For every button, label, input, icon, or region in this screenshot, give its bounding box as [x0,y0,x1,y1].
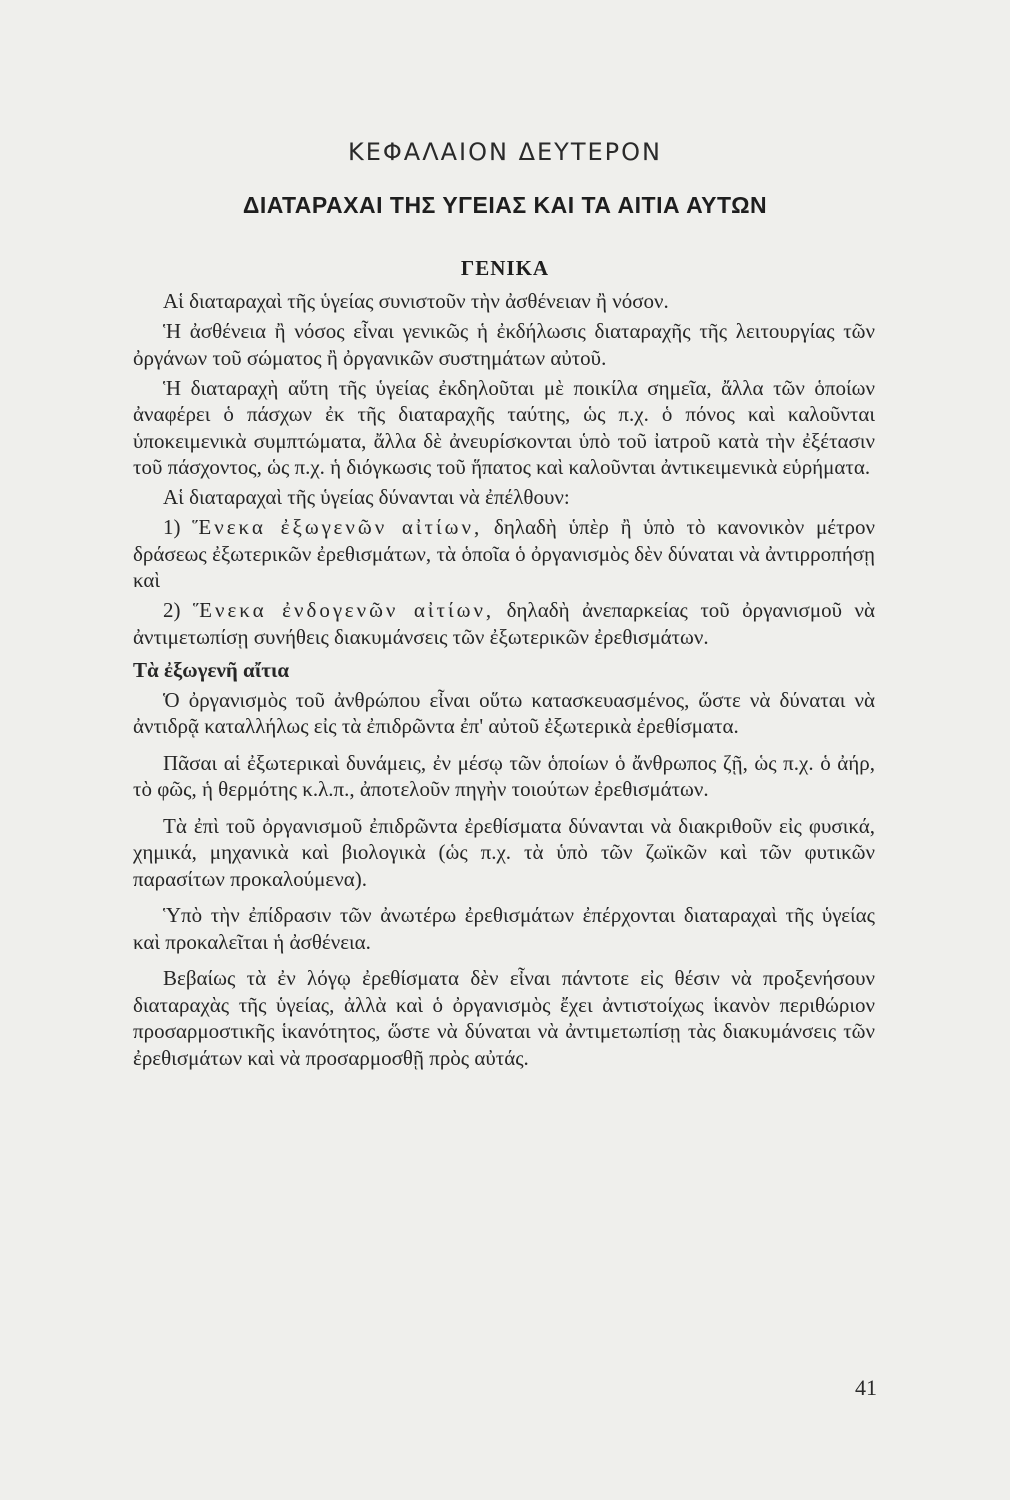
list-item-2-term: Ἕνεκα ἐνδογενῶν αἰτίων, [192,598,495,622]
paragraph-8: Πᾶσαι αἱ ἐξωτερικαὶ δυνάμεις, ἐν μέσῳ τῶν ὁποίων ὁ ἄνθρωπος ζῇ, ὡς π.χ. ὁ ἀήρ, τὸ φῶς, ἡ θερμότης κ.λ.π., ἀποτελοῦν πηγὴν τοιούτων ἐρεθισμάτων. [133,750,875,801]
list-item-2-text: δηλαδὴ ἀνεπαρκείας τοῦ ὀργανισμοῦ νὰ ἀντιμετωπίσῃ συνήθεις διακυμάνσεις τῶν ἐξωτερικῶν ἐρεθισμάτων. [133,598,875,649]
body-text [133,288,875,1075]
paragraph-9: Τὰ ἐπὶ τοῦ ὀργανισμοῦ ἐπιδρῶντα ἐρεθίσματα δύνανται νὰ διακριθοῦν εἰς φυσικά, χημικά, μηχανικὰ καὶ βιολογικὰ (ὡς π.χ. τὰ ὑπὸ τῶν ζωϊκῶν καὶ τῶν φυτικῶν παρασίτων προκαλούμενα). [133,813,875,891]
paragraph-4: Αἱ διαταραχαὶ τῆς ὑγείας δύνανται νὰ ἐπέλθουν: [163,485,570,509]
paragraph-11: Βεβαίως τὰ ἐν λόγῳ ἐρεθίσματα δὲν εἶναι πάντοτε εἰς θέσιν νὰ προξενήσουν διαταραχὰς τῆς ὑγείας, ἀλλὰ καὶ ὁ ὀργανισμὸς ἔχει ἀντιστοίχως ἱκανὸν περιθώριον προσαρμοστικῆς ἱκανότητος, ὥστε νὰ δύναται νὰ ἀντιμετωπίσῃ τὰς διακυμάνσεις τῶν ἐρεθισμάτων καὶ νὰ προσαρμοσθῇ πρὸς αὐτάς. [133,966,875,1070]
page-number: 41 [855,1375,877,1400]
paragraph-10: Ὑπὸ τὴν ἐπίδρασιν τῶν ἀνωτέρω ἐρεθισμάτων ἐπέρχονται διαταραχαὶ τῆς ὑγείας καὶ προκαλεῖται ἡ ἀσθένεια. [133,903,875,954]
paragraph-7: Ὁ ὀργανισμὸς τοῦ ἀνθρώπου εἶναι οὕτω κατασκευασμένος, ὥστε νὰ δύναται νὰ ἀντιδρᾷ καταλλήλως εἰς τὰ ἐπιδρῶντα ἐπ' αὐτοῦ ἐξωτερικὰ ἐρεθίσματα. [133,687,875,738]
list-item-1-number: 1) [163,515,193,539]
paragraph-1: Αἱ διαταραχαὶ τῆς ὑγείας συνιστοῦν τὴν ἀσθένειαν ἢ νόσον. [163,289,669,313]
list-item-1 [133,514,875,594]
chapter-label: ΚΕΦΑΛΑΙΟΝ ΔΕΥΤΕΡΟΝ [348,138,662,166]
list-item-1-term: Ἕνεκα ἐξωγενῶν αἰτίων, [192,515,483,539]
paragraph-3: Ἡ διαταραχὴ αὕτη τῆς ὑγείας ἐκδηλοῦται μὲ ποικίλα σημεῖα, ἄλλα τῶν ὁποίων ἀναφέρει ὁ πάσχων ἐκ τῆς διαταραχῆς ταύτης, ὡς π.χ. ὁ πόνος καὶ καλοῦνται ὑποκειμενικὰ συμπτώματα, ἄλλα δὲ ἀνευρίσκονται ὑπὸ τοῦ ἰατροῦ κατὰ τὴν ἐξέτασιν τοῦ πάσχοντος, ὡς π.χ. ἡ διόγκωσις τοῦ ἥπατος καὶ καλοῦνται ἀντικειμενικὰ εὑρήματα. [133,375,875,479]
list-item-2 [133,597,875,650]
section-heading: Τὰ ἐξωγενῆ αἴτια [133,658,290,682]
chapter-title: ΔΙΑΤΑΡΑΧΑΙ ΤΗΣ ΥΓΕΙΑΣ ΚΑΙ ΤΑ ΑΙΤΙΑ ΑΥΤΩΝ [242,192,768,218]
section-subtitle: ΓΕΝΙΚΑ [460,256,550,280]
list-item-2-number: 2) [163,598,193,622]
paragraph-2: Ἡ ἀσθένεια ἢ νόσος εἶναι γενικῶς ἡ ἐκδήλωσις διαταραχῆς τῆς λειτουργίας τῶν ὀργάνων τοῦ σώματος ἢ ὀργανικῶν συστημάτων αὐτοῦ. [133,319,875,370]
list-item-1-text: δηλαδὴ ὑπὲρ ἢ ὑπὸ τὸ κανονικὸν μέτρον δράσεως ἐξωτερικῶν ἐρεθισμάτων, τὰ ὁποῖα ὁ ὀργανισμὸς δὲν δύναται νὰ ἀντιρροπήσῃ καὶ [133,515,875,592]
